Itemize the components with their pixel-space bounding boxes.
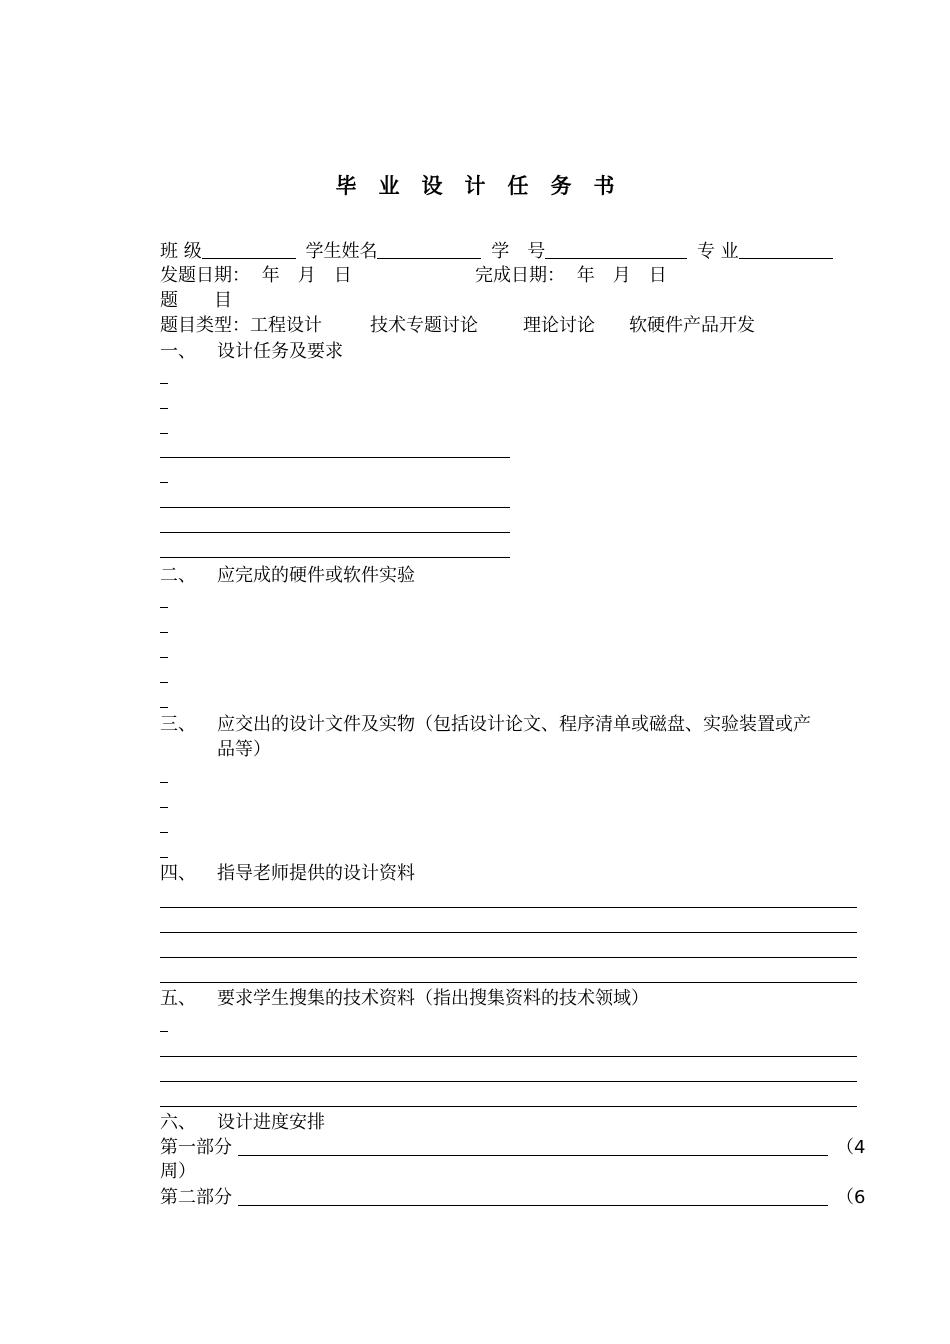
blank-dash[interactable] [160, 682, 168, 683]
section-4-heading: 指导老师提供的设计资料 [217, 863, 415, 884]
schedule-part-1-field[interactable] [238, 1155, 828, 1156]
answer-line[interactable] [160, 907, 857, 908]
issue-date-label: 发题日期： [160, 265, 250, 286]
section-5-heading: 要求学生搜集的技术资料（指出搜集资料的技术领域） [217, 988, 649, 1009]
section-4-number: 四、 [160, 863, 196, 884]
blank-dash[interactable] [160, 782, 168, 783]
answer-line[interactable] [160, 557, 510, 558]
blank-dash[interactable] [160, 383, 168, 384]
topic-label: 题 目 [160, 290, 232, 311]
section-5-number: 五、 [160, 988, 196, 1009]
student-name-label: 学生姓名 [305, 241, 378, 262]
blank-dash[interactable] [160, 632, 168, 633]
schedule-part-2-field[interactable] [238, 1205, 828, 1206]
blank-dash[interactable] [160, 1031, 168, 1032]
schedule-part-1-unit: 周） [160, 1161, 196, 1182]
topic-type-option-3: 理论讨论 [523, 315, 595, 336]
blank-dash[interactable] [160, 433, 168, 434]
section-1-heading: 设计任务及要求 [217, 341, 343, 362]
schedule-part-2-weeks: （6 [836, 1187, 866, 1208]
blank-dash[interactable] [160, 707, 168, 708]
issue-date-value: 年 月 日 [261, 265, 352, 286]
section-6-heading: 设计进度安排 [217, 1112, 325, 1133]
section-3-heading: 应交出的设计文件及实物（包括设计论文、程序清单或磁盘、实验装置或产 [217, 714, 811, 735]
schedule-part-1-weeks: （4 [836, 1137, 866, 1158]
section-3-heading-cont: 品等） [217, 739, 271, 760]
student-id-field[interactable] [545, 240, 687, 259]
blank-dash[interactable] [160, 857, 168, 858]
class-label: 班 级 [160, 241, 202, 262]
info-row-1 [160, 240, 833, 264]
class-field[interactable] [202, 240, 296, 259]
finish-date-label: 完成日期： [475, 265, 565, 286]
blank-dash[interactable] [160, 832, 168, 833]
topic-type-option-1: 题目类型：工程设计 [160, 315, 322, 336]
section-1-number: 一、 [160, 341, 196, 362]
major-field[interactable] [739, 240, 833, 259]
answer-line[interactable] [160, 957, 857, 958]
section-6-number: 六、 [160, 1112, 196, 1133]
blank-dash[interactable] [160, 807, 168, 808]
answer-line[interactable] [160, 982, 857, 983]
answer-line[interactable] [160, 1081, 857, 1082]
answer-line[interactable] [160, 1056, 857, 1057]
blank-dash[interactable] [160, 482, 168, 483]
finish-date [475, 264, 667, 288]
finish-date-value: 年 月 日 [576, 265, 667, 286]
section-2-heading: 应完成的硬件或软件实验 [217, 565, 415, 586]
page-title: 毕业设计任务书 [335, 174, 637, 198]
major-label: 专 业 [696, 241, 739, 262]
student-id-label: 学 号 [491, 241, 546, 262]
schedule-part-1-label: 第一部分 [160, 1137, 232, 1158]
topic-type-option-2: 技术专题讨论 [370, 315, 478, 336]
blank-dash[interactable] [160, 408, 168, 409]
answer-line[interactable] [160, 932, 857, 933]
section-2-number: 二、 [160, 565, 196, 586]
topic-type-option-4: 软硬件产品开发 [629, 315, 755, 336]
section-3-number: 三、 [160, 714, 196, 735]
student-name-field[interactable] [377, 240, 481, 259]
schedule-part-2-label: 第二部分 [160, 1187, 232, 1208]
answer-line[interactable] [160, 507, 510, 508]
answer-line[interactable] [160, 532, 510, 533]
issue-date [160, 264, 352, 288]
answer-line[interactable] [160, 457, 510, 458]
blank-dash[interactable] [160, 607, 168, 608]
blank-dash[interactable] [160, 657, 168, 658]
answer-line[interactable] [160, 1106, 857, 1107]
